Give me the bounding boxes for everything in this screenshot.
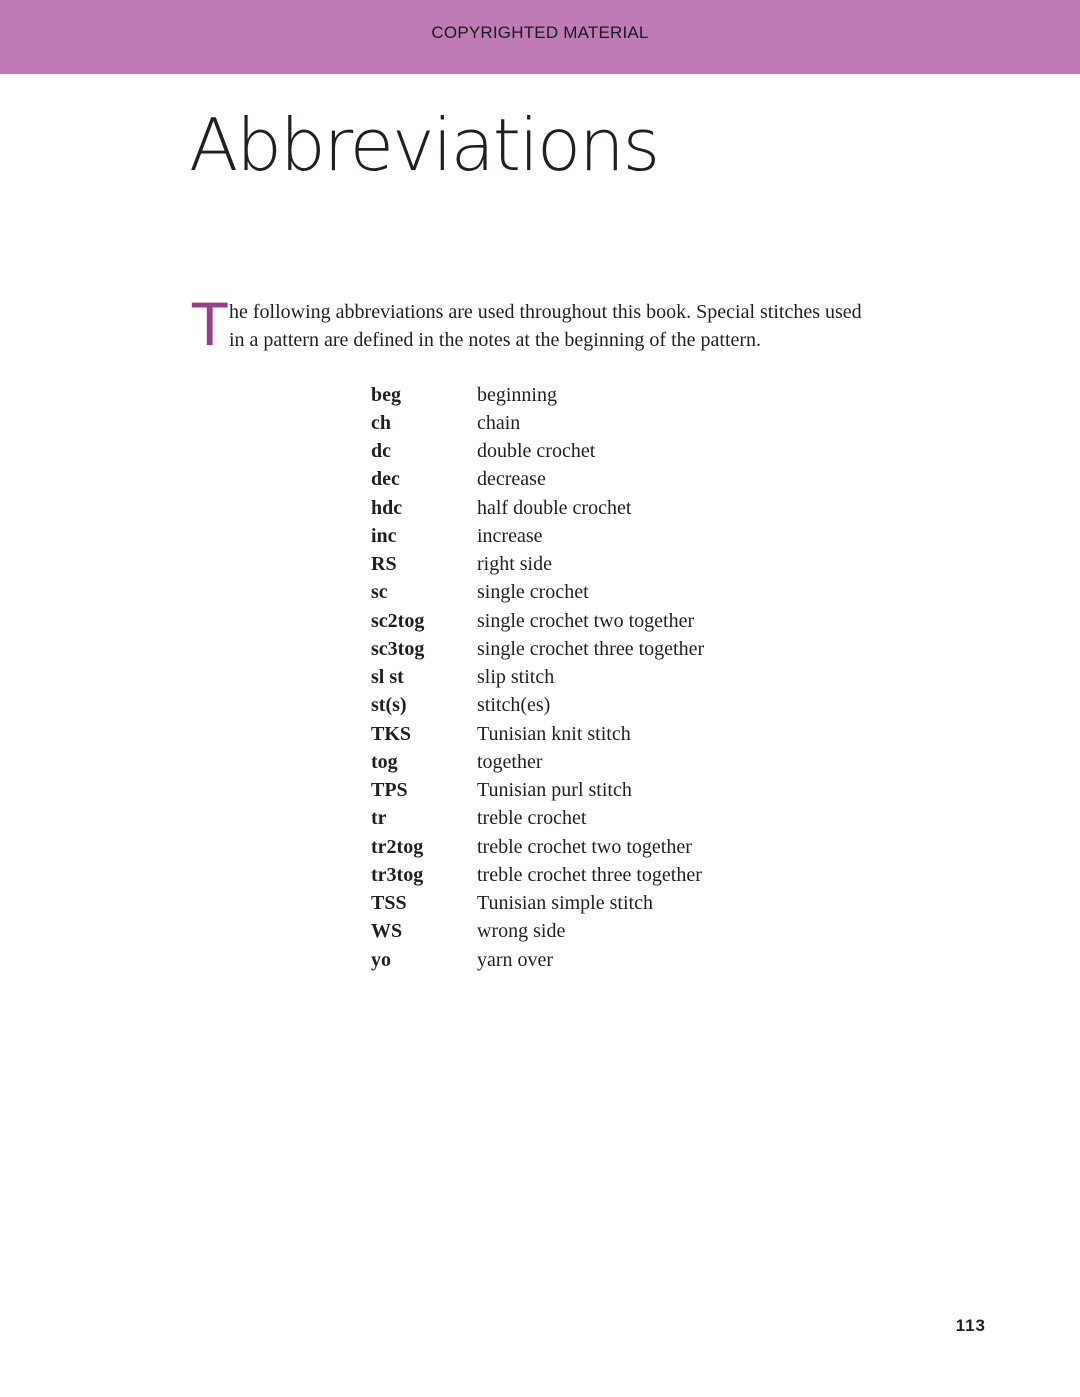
abbreviation-term: TPS [371, 779, 408, 802]
abbreviation-row [371, 805, 791, 833]
abbreviation-definition: beginning [477, 383, 557, 406]
abbreviation-row [371, 522, 791, 550]
abbreviation-row [371, 466, 791, 494]
abbreviation-definition: right side [477, 553, 552, 576]
abbreviation-row [371, 720, 791, 748]
abbreviation-term: hdc [371, 496, 403, 519]
abbreviation-term: sl st [371, 666, 404, 689]
abbreviation-row [371, 748, 791, 776]
abbreviation-definition: Tunisian purl stitch [477, 779, 632, 802]
abbreviation-definition: stitch(es) [477, 694, 551, 717]
abbreviation-row [371, 833, 791, 861]
abbreviation-term: TKS [371, 722, 412, 745]
abbreviation-row [371, 579, 791, 607]
abbreviation-term: inc [371, 524, 397, 547]
abbreviation-row [371, 890, 791, 918]
abbreviation-term: sc3tog [371, 637, 425, 660]
abbreviation-row [371, 664, 791, 692]
abbreviation-definition: together [477, 750, 543, 773]
abbreviation-term: sc [371, 581, 388, 604]
abbreviation-definition: double crochet [477, 440, 596, 463]
abbreviation-term: ch [371, 411, 391, 434]
abbreviation-row [371, 607, 791, 635]
abbreviation-definition: Tunisian simple stitch [477, 892, 653, 915]
abbreviation-definition: wrong side [477, 920, 566, 943]
abbreviation-definition: half double crochet [477, 496, 632, 519]
page-title: Abbreviations [189, 103, 659, 187]
abbreviation-definition: single crochet [477, 581, 589, 604]
abbreviation-term: tr [371, 807, 387, 830]
abbreviation-definition: chain [477, 411, 521, 434]
abbreviation-term: tog [371, 750, 398, 773]
abbreviation-definition: increase [477, 524, 543, 547]
abbreviation-term: sc2tog [371, 609, 425, 632]
abbreviation-row [371, 409, 791, 437]
abbreviation-row [371, 777, 791, 805]
abbreviation-row [371, 635, 791, 663]
copyright-banner-text: COPYRIGHTED MATERIAL [431, 23, 649, 42]
abbreviation-term: tr3tog [371, 863, 424, 886]
abbreviation-definition: yarn over [477, 948, 554, 971]
abbreviation-row [371, 438, 791, 466]
abbreviation-term: dc [371, 440, 391, 463]
abbreviation-row [371, 946, 791, 974]
abbreviation-row [371, 692, 791, 720]
abbreviation-term: tr2tog [371, 835, 424, 858]
abbreviation-definition: decrease [477, 468, 546, 491]
abbreviation-row [371, 381, 791, 409]
abbreviation-term: TSS [371, 892, 407, 915]
abbreviation-list [371, 381, 791, 974]
abbreviation-term: dec [371, 468, 400, 491]
abbreviation-definition: single crochet three together [477, 637, 705, 660]
abbreviation-term: yo [371, 948, 391, 971]
abbreviation-definition: treble crochet two together [477, 835, 692, 858]
intro-line-1: he following abbreviations are used throughout this book. Special stitches used [229, 301, 862, 323]
abbreviation-row [371, 918, 791, 946]
abbreviation-term: st(s) [371, 694, 407, 717]
abbreviation-definition: slip stitch [477, 666, 555, 689]
drop-cap: T [192, 291, 228, 359]
intro-line-2: in a pattern are defined in the notes at the beginning of the pattern. [229, 329, 762, 351]
abbreviation-row [371, 861, 791, 889]
abbreviation-term: beg [371, 383, 401, 406]
abbreviation-term: WS [371, 920, 403, 943]
abbreviation-definition: treble crochet [477, 807, 587, 830]
abbreviation-row [371, 494, 791, 522]
page-number: 113 [955, 1316, 986, 1335]
abbreviation-term: RS [371, 553, 397, 576]
abbreviation-row [371, 551, 791, 579]
copyright-banner [0, 0, 1080, 74]
abbreviation-definition: Tunisian knit stitch [477, 722, 631, 745]
abbreviation-definition: single crochet two together [477, 609, 695, 632]
abbreviation-definition: treble crochet three together [477, 863, 702, 886]
